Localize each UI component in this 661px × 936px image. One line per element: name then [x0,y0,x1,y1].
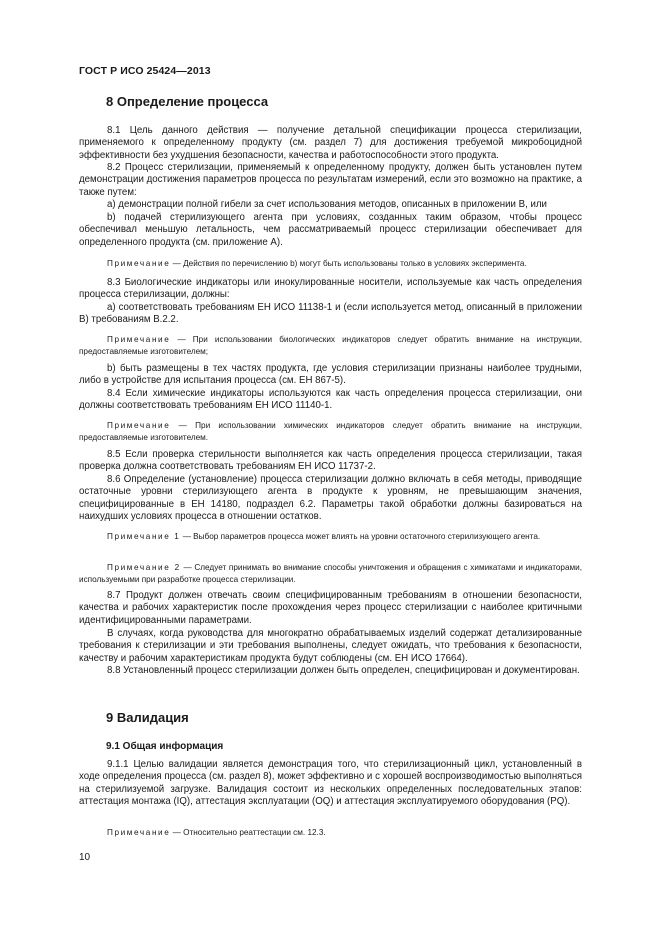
paragraph-8-2-a: а) демонстрации полной гибели за счет использования методов, описанных в приложении В, или [107,199,547,210]
note-text: — Относительно реаттестации см. 12.3. [170,828,326,837]
paragraph-8-2-b: b) подачей стерилизующего агента при условиях, созданных таким образом, чтобы процесс обеспечивал меньшую летальность, чем рассматриваемый процесс стерилизации обеспечивает для определенного продукта (см. приложение А). [79,212,582,248]
note-text: — Выбор параметров процесса может влиять на уровни остаточного стерилизующего агента. [180,532,541,541]
note-text: — Следует принимать во внимание способы уничтожения и обращения с химикатами и индикаторами, используемыми при разработке процесса стерилизации. [79,563,582,584]
note-label: Примечание [107,828,171,837]
paragraph-8-5: 8.5 Если проверка стерильности выполняется как часть определения процесса стерилизации, такая проверка должна соответствовать требованиям ЕН ИСО 11737-2. [79,449,582,473]
document-header: ГОСТ Р ИСО 25424—2013 [79,65,211,77]
paragraph-8-4: 8.4 Если химические индикаторы используются как часть определения процесса стерилизации, они должны соответствовать требованиям ЕН ИСО 11140-1. [79,388,582,412]
paragraph-9-1-1: 9.1.1 Целью валидации является демонстрация того, что стерилизационный цикл, установленный в ходе определения процесса (см. раздел 8), может эффективно и с хорошей воспроизводимостью выполняться на стерилизуемой загрузке. Валидация состоит из нескольких определенных последовательных этапов: аттестация монтажа (IQ), аттестация эксплуатации (OQ) и аттестация эксплуатируемого оборудования (PQ). [79,759,582,808]
note-6 [79,827,582,839]
paragraph-8-2: 8.2 Процесс стерилизации, применяемый к определенному продукту, должен быть установлен путем демонстрации достижения параметров процесса по результатам измерений, если это возможно на практике, а также путем: [79,162,582,198]
note-label: Примечание [107,421,171,430]
note-2 [79,334,582,358]
paragraph-8-7-b: В случаях, когда руководства для многократно обрабатываемых изделий содержат детализированные требования к стерилизации и эти требования выполнены, следует ожидать, что требования к безопасности, качеству и рабочим характеристикам продукта будут соблюдены (см. ЕН ИСО 17664). [79,628,582,664]
note-label: Примечание [107,335,171,344]
note-text: — Действия по перечислению b) могут быть использованы только в условиях эксперимента. [170,259,527,268]
note-4 [79,531,582,543]
note-3 [79,420,582,444]
subsection-9-1-title: 9.1 Общая информация [106,741,224,752]
section-9-title: 9 Валидация [106,710,189,725]
note-1 [79,258,582,270]
paragraph-8-1: 8.1 Цель данного действия — получение детальной спецификации процесса стерилизации, применяемого к определенному продукту (см. раздел 7) для достижения требуемой микробоцидной эффективности без ухудшения безопасности, качества и работоспособности этого продукта. [79,125,582,161]
note-text: — При использовании биологических индикаторов следует обратить внимание на инструкции, предоставляемые изготовителем; [79,335,582,356]
page-number: 10 [79,852,91,863]
note-5 [79,562,582,586]
note-label: Примечание [107,259,171,268]
paragraph-8-3-a: а) соответствовать требованиям ЕН ИСО 11138-1 и (если используется метод, описанный в приложении В) требованиям В.2.2. [79,302,582,326]
note-label: Примечание 1 [107,532,181,541]
section-8-title: 8 Определение процесса [106,94,269,109]
note-text: — При использовании химических индикаторов следует обратить внимание на инструкции, предоставляемые изготовителем. [79,421,582,442]
paragraph-8-6: 8.6 Определение (установление) процесса стерилизации должно включать в себя методы, приводящие остаточные уровни стерилизующего агента в продукте к уровням, не превышающим значения, специфицированные в ЕН 14180, подраздел 6.2. Параметры такой обработки должны базироваться на наихудших условиях процесса в отношении остатков. [79,474,582,523]
paragraph-8-7: 8.7 Продукт должен отвечать своим специфицированным требованиям в отношении безопасности, качества и рабочих характеристик после прохождения через процесс стерилизации с наиболее критичными идентифицированными параметрами. [79,590,582,626]
paragraph-8-3: 8.3 Биологические индикаторы или инокулированные носители, используемые как часть определения процесса стерилизации, должны: [79,277,582,301]
note-label: Примечание 2 [107,563,181,572]
paragraph-8-8: 8.8 Установленный процесс стерилизации должен быть определен, специфицирован и документирован. [107,665,580,676]
paragraph-8-3-b: b) быть размещены в тех частях продукта, где условия стерилизации признаны наиболее трудными, либо в устройстве для испытания процесса (см. ЕН 867-5). [79,363,582,387]
